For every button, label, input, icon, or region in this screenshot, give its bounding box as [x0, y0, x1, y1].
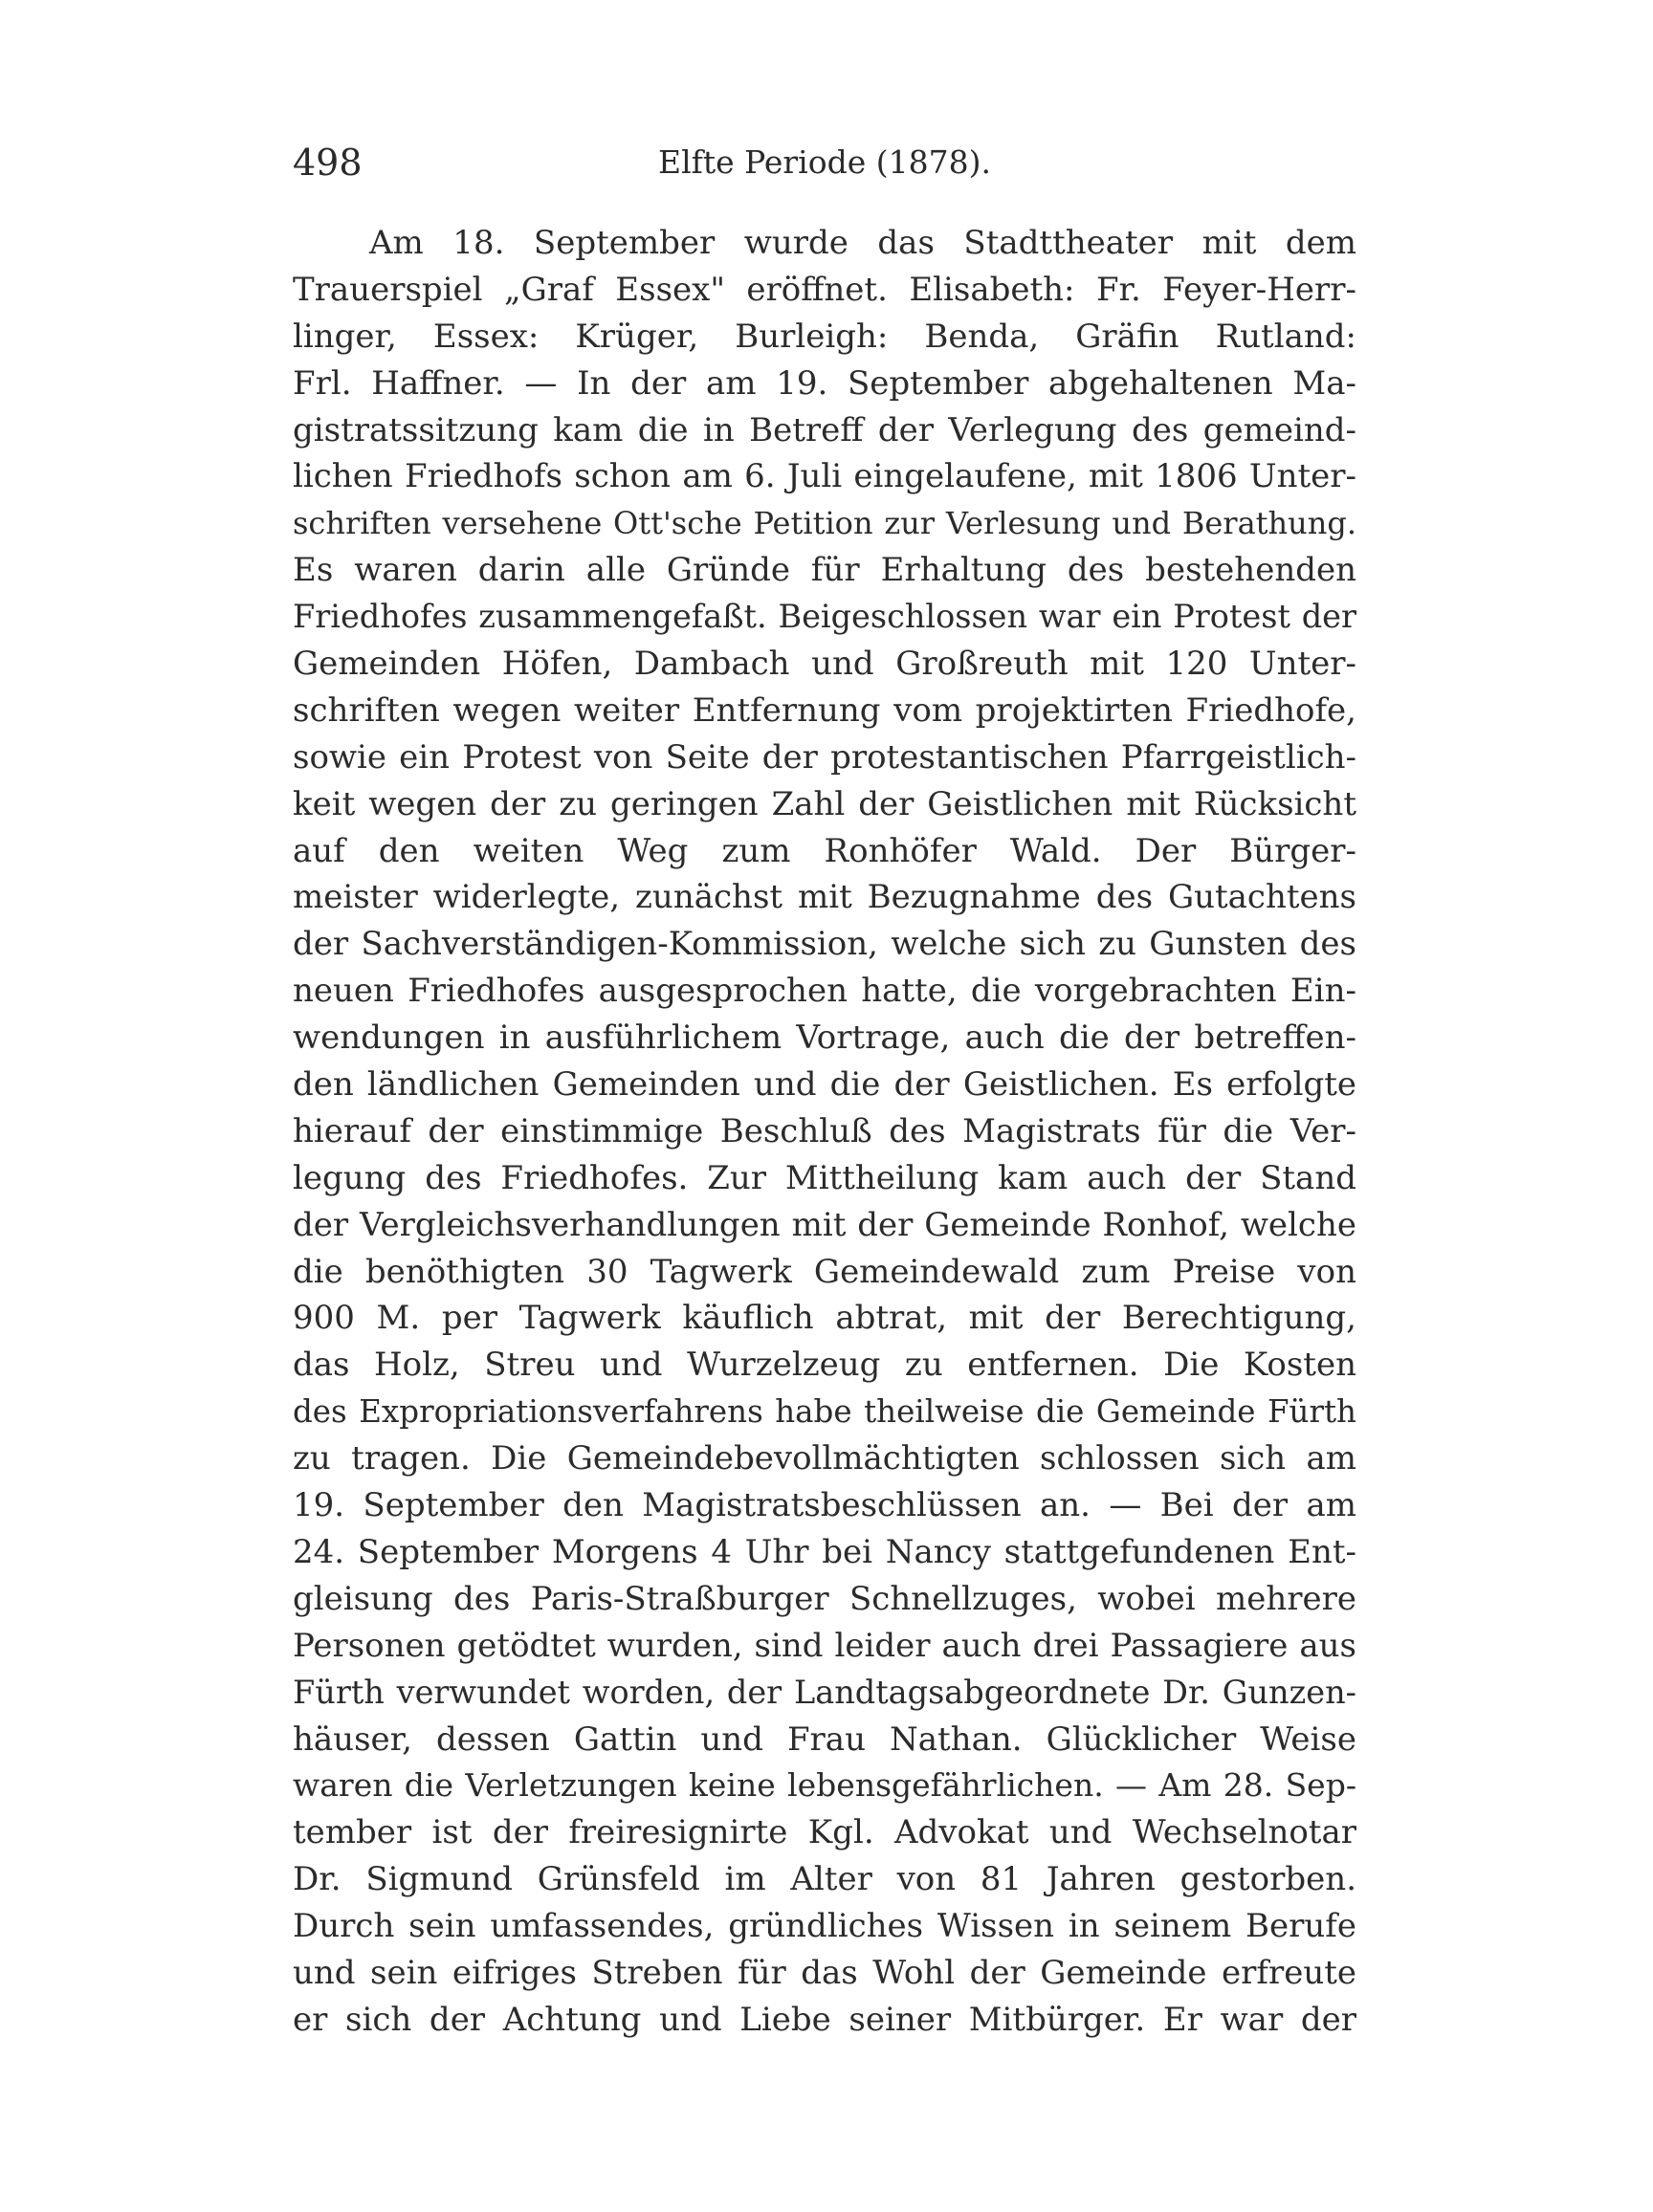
- text-line: schriften wegen weiter Entfernung vom projektirten Friedhofe,: [293, 690, 1356, 730]
- text-line: der Vergleichsverhandlungen mit der Gemeinde Ronhof, welche: [293, 1205, 1356, 1244]
- text-line: 24. September Morgens 4 Uhr bei Nancy stattgefundenen Ent-: [293, 1532, 1356, 1571]
- page-number: 498: [293, 142, 363, 184]
- text-line: hierauf der einstimmige Beschluß des Magistrats für die Ver-: [293, 1111, 1356, 1150]
- text-line: Es waren darin alle Gründe für Erhaltung des bestehenden: [293, 551, 1356, 590]
- text-line: wendungen in ausführlichem Vortrage, auch die der betreffen-: [293, 1018, 1356, 1058]
- text-line: des Expropriationsverfahrens habe theilweise die Gemeinde Fürth: [293, 1393, 1356, 1431]
- text-line: die benöthigten 30 Tagwerk Gemeindewald zum Preise von: [293, 1252, 1356, 1291]
- text-line: Trauerspiel „Graf Essex" eröffnet. Elisabeth: Fr. Feyer-Herr-: [293, 270, 1356, 309]
- text-line: Am 18. September wurde das Stadttheater mit dem: [369, 224, 1356, 262]
- text-line: waren die Verletzungen keine lebensgefährlichen. — Am 28. Sep-: [293, 1766, 1356, 1805]
- text-line: legung des Friedhofes. Zur Mittheilung kam auch der Stand: [293, 1158, 1356, 1197]
- text-line: auf den weiten Weg zum Ronhöfer Wald. Der Bürger-: [293, 831, 1356, 870]
- text-line: sowie ein Protest von Seite der protestantischen Pfarrgeistlich-: [293, 737, 1356, 777]
- text-line: häuser, dessen Gattin und Frau Nathan. Glücklicher Weise: [293, 1719, 1356, 1759]
- body-text: [293, 220, 1356, 2044]
- text-line: den ländlichen Gemeinden und die der Geistlichen. Es erfolgte: [293, 1065, 1356, 1105]
- running-head: Elfte Periode (1878).: [658, 143, 991, 181]
- text-line: lichen Friedhofs schon am 6. Juli eingelaufene, mit 1806 Unter-: [293, 457, 1356, 496]
- text-line: 900 M. per Tagwerk käuflich abtrat, mit der Berechtigung,: [293, 1299, 1356, 1338]
- text-line: 19. September den Magistratsbeschlüssen an. — Bei der am: [293, 1486, 1356, 1525]
- text-line: tember ist der freiresignirte Kgl. Advokat und Wechselnotar: [293, 1813, 1356, 1852]
- text-line: Personen getödtet wurden, sind leider auch drei Passagiere aus: [293, 1626, 1356, 1665]
- text-line: Gemeinden Höfen, Dambach und Großreuth mit 120 Unter-: [293, 645, 1356, 684]
- text-line: Dr. Sigmund Grünsfeld im Alter von 81 Jahren gestorben.: [293, 1860, 1356, 1899]
- text-line: Fürth verwundet worden, der Landtagsabgeordnete Dr. Gunzen-: [293, 1673, 1356, 1711]
- text-line: Durch sein umfassendes, gründliches Wissen in seinem Berufe: [293, 1907, 1356, 1946]
- text-line: das Holz, Streu und Wurzelzeug zu entfernen. Die Kosten: [293, 1346, 1356, 1385]
- text-line: Frl. Haffner. — In der am 19. September abgehaltenen Ma-: [293, 363, 1356, 403]
- text-line: der Sachverständigen-Kommission, welche sich zu Gunsten des: [293, 925, 1356, 964]
- text-line: keit wegen der zu geringen Zahl der Geistlichen mit Rücksicht: [293, 784, 1356, 823]
- text-line: gleisung des Paris-Straßburger Schnellzuges, wobei mehrere: [293, 1579, 1356, 1618]
- text-line: Friedhofes zusammengefaßt. Beigeschlossen war ein Protest der: [293, 598, 1356, 636]
- text-line: gistratssitzung kam die in Betreff der Verlegung des gemeind-: [293, 410, 1356, 449]
- text-line: und sein eifriges Streben für das Wohl der Gemeinde erfreute: [293, 1953, 1356, 1992]
- text-line: zu tragen. Die Gemeindebevollmächtigten schlossen sich am: [293, 1439, 1356, 1478]
- text-line: neuen Friedhofes ausgesprochen hatte, die vorgebrachten Ein-: [293, 972, 1356, 1011]
- text-line: er sich der Achtung und Liebe seiner Mitbürger. Er war der: [293, 2000, 1356, 2039]
- text-line: linger, Essex: Krüger, Burleigh: Benda, Gräfin Rutland:: [293, 317, 1356, 356]
- text-line: meister widerlegte, zunächst mit Bezugnahme des Gutachtens: [293, 878, 1356, 917]
- text-line: schriften versehene Ott'sche Petition zur Verlesung und Berathung.: [293, 505, 1356, 542]
- page-header: [293, 142, 1356, 191]
